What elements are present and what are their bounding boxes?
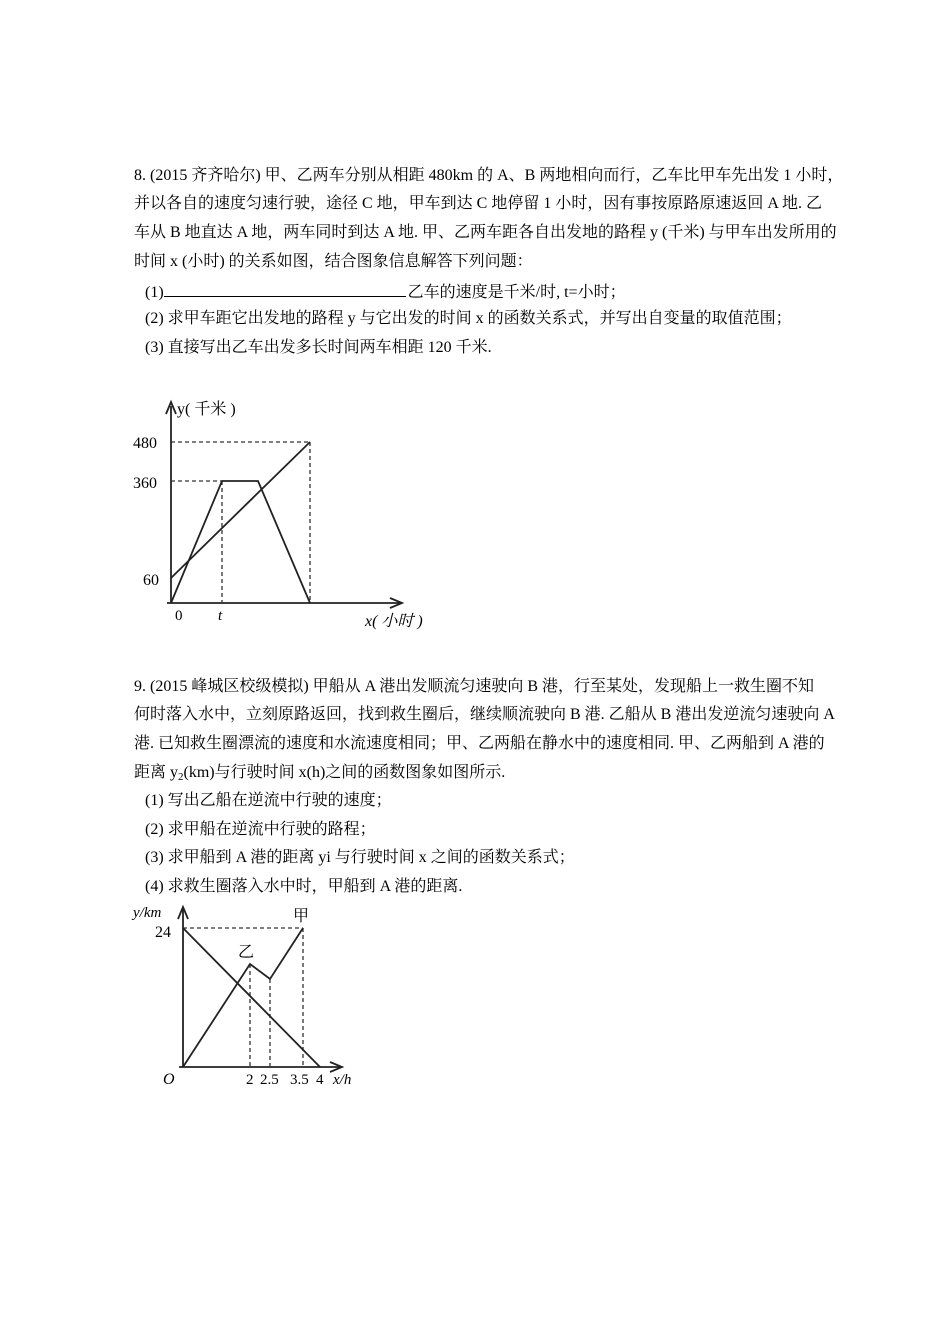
tick-t: t [218,608,223,624]
tick-60: 60 [143,572,159,589]
origin-label: 0 [175,608,183,624]
q8-sub1-number: (1) [145,284,164,301]
q9-graph [125,897,375,1097]
answer-blank [164,281,406,297]
q9-line-4 [134,763,505,787]
q8-line-3: 车从 B 地直达 A 地，两车同时到达 A 地. 甲、乙两车距各自出发地的路程 y (千米) 与甲车出发所用的 [134,224,837,241]
tick-360: 360 [133,475,157,492]
q9-subquestion-4: (4) 求救生圈落入水中时，甲船到 A 港的距离. [145,878,463,895]
q8-line-2: 并以各自的速度匀速行驶，途径 C 地，甲车到达 C 地停留 1 小时，因有事按原路原速返回 A 地. 乙 [134,195,823,212]
q8-subquestion-3: (3) 直接写出乙车出发多长时间两车相距 120 千米. [145,339,492,356]
q8-subquestion-1 [145,281,626,303]
q8-x-axis-label: x( 小时 ) [365,613,423,630]
tick-3-5: 3.5 [290,1072,309,1088]
q9-line-2: 何时落入水中，立刻原路返回，找到救生圈后，继续顺流驶向 B 港. 乙船从 B 港出发逆流匀速驶向 A [134,706,835,723]
q9-line-4-subscript: 2 [178,771,184,783]
yi-label: 乙 [238,944,255,961]
q9-subquestion-3: (3) 求甲船到 A 港的距离 yi 与行驶时间 x 之间的函数关系式； [145,849,575,866]
q9-line-1: 9. (2015 峰城区校级模拟) 甲船从 A 港出发顺流匀速驶向 B 港，行至某处，发现船上一救生圈不知 [134,678,815,695]
q9-line-4-post: (km)与行驶时间 x(h)之间的函数图象如图所示. [183,764,506,781]
tick-2: 2 [246,1072,254,1088]
q8-sub1-text: 乙车的速度是千米/时, t=小时； [407,284,626,301]
yi-car-line [171,442,310,578]
jia-car-line [171,481,310,603]
q8-line-4: 时间 x (小时) 的关系如图，结合图象信息解答下列问题： [134,253,533,270]
tick-4: 4 [316,1072,324,1088]
q9-line-3: 港. 已知救生圈漂流的速度和水流速度相同；甲、乙两船在静水中的速度相同. 甲、乙两船到 A 港的 [134,735,825,752]
origin-label: O [163,1071,175,1088]
tick-2-5: 2.5 [260,1072,279,1088]
q9-subquestion-1: (1) 写出乙船在逆流中行驶的速度； [145,792,392,809]
tick-480: 480 [133,435,157,452]
q8-graph [125,392,455,640]
q8-subquestion-2: (2) 求甲车距它出发地的路程 y 与它出发的时间 x 的函数关系式，并写出自变量的取值范围； [145,310,792,327]
q9-line-4-pre: 距离 y [134,764,179,781]
q9-x-axis-label: x/h [333,1072,352,1088]
q8-line-1: 8. (2015 齐齐哈尔) 甲、乙两车分别从相距 480km 的 A、B 两地相向而行，乙车比甲车先出发 1 小时， [134,167,844,184]
q8-y-axis-label: y( 千米 ) [177,401,236,418]
q9-y-axis-label: y/km [133,905,162,921]
q9-subquestion-2: (2) 求甲船在逆流中行驶的路程； [145,821,376,838]
jia-label: 甲 [293,908,310,925]
tick-24: 24 [155,924,171,941]
